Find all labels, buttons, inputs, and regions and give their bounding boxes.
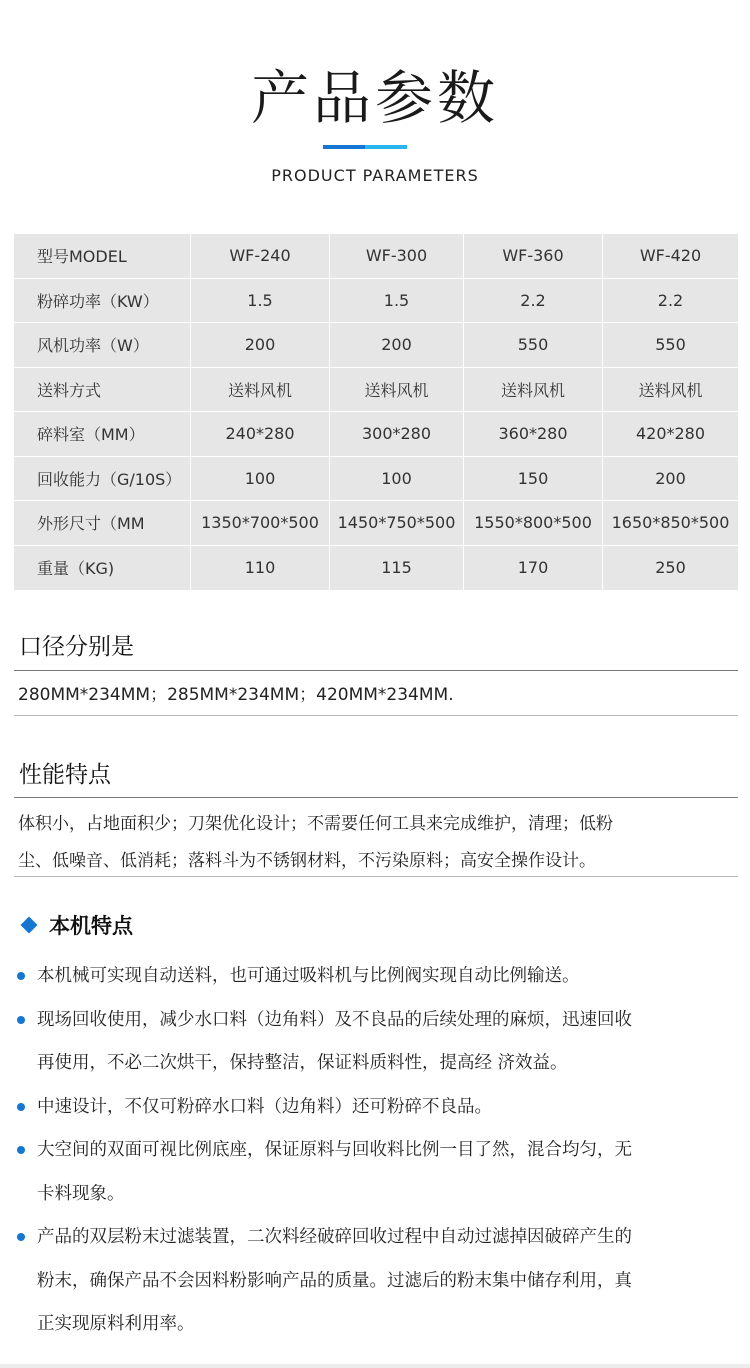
spec-label: 送料方式 (14, 368, 191, 413)
feature-line: 正实现原料利用率。 (37, 1314, 195, 1334)
spec-value: 300*280 (330, 412, 464, 457)
title-underline (323, 145, 407, 149)
spec-value: 送料风机 (191, 368, 330, 413)
bullet-dot-icon (17, 972, 25, 980)
features-list (17, 955, 735, 1347)
performance-line: 体积小，占地面积少；刀架优化设计；不需要任何工具来完成维护，清理；低粉 (18, 814, 613, 834)
spec-value: 1.5 (191, 279, 330, 324)
underline-dark-segment (323, 145, 365, 149)
spec-value: 360*280 (464, 412, 603, 457)
spec-value: 送料风机 (603, 368, 738, 413)
spec-value: 550 (603, 323, 738, 368)
caliber-text: 280MM*234MM；285MM*234MM；420MM*234MM. (18, 685, 454, 705)
feature-item (17, 1129, 735, 1216)
feature-line: 卡料现象。 (37, 1183, 125, 1204)
spec-value: 115 (330, 546, 464, 591)
feature-item (17, 999, 735, 1086)
feature-line: 再使用，不必二次烘干，保持整洁，保证料质料性，提高经 济效益。 (37, 1053, 568, 1073)
spec-value: 1350*700*500 (191, 501, 330, 546)
features-title: 本机特点 (49, 914, 133, 938)
spec-value: WF-420 (603, 234, 738, 279)
spec-value: 1550*800*500 (464, 501, 603, 546)
spec-value: 2.2 (464, 279, 603, 324)
spec-value: 150 (464, 457, 603, 502)
spec-label: 粉碎功率（KW） (14, 279, 191, 324)
spec-label: 回收能力（G/10S） (14, 457, 191, 502)
spec-value: 送料风机 (330, 368, 464, 413)
spec-label: 外形尺寸（MM (14, 501, 191, 546)
feature-line: 现场回收使用，减少水口料（边角料）及不良品的后续处理的麻烦，迅速回收 (37, 1009, 632, 1030)
spec-value: 110 (191, 546, 330, 591)
performance-line: 尘、低噪音、低消耗；落料斗为不锈钢材料，不污染原料；高安全操作设计。 (18, 851, 596, 871)
feature-item (17, 1216, 735, 1347)
spec-value: 200 (603, 457, 738, 502)
feature-line: 中速设计，不仅可粉碎水口料（边角料）还可粉碎不良品。 (37, 1096, 492, 1117)
bullet-dot-icon (17, 1233, 25, 1241)
spec-value: WF-300 (330, 234, 464, 279)
spec-label: 风机功率（W） (14, 323, 191, 368)
performance-rule-bottom (14, 876, 738, 877)
spec-label: 型号MODEL (14, 234, 191, 279)
bullet-dot-icon (17, 1146, 25, 1154)
caliber-title: 口径分别是 (19, 634, 134, 660)
caliber-rule-bottom (14, 715, 738, 716)
feature-item (17, 955, 735, 999)
footer-strip (0, 1364, 750, 1368)
spec-value: 1650*850*500 (603, 501, 738, 546)
underline-light-segment (365, 145, 407, 149)
spec-label: 碎料室（MM） (14, 412, 191, 457)
spec-value: 100 (191, 457, 330, 502)
diamond-icon (21, 917, 38, 934)
spec-value: WF-240 (191, 234, 330, 279)
spec-value: 送料风机 (464, 368, 603, 413)
feature-line: 本机械可实现自动送料，也可通过吸料机与比例阀实现自动比例输送。 (37, 966, 580, 986)
page-title: 产品参数 (250, 64, 499, 132)
bullet-dot-icon (17, 1103, 25, 1111)
spec-value: 200 (330, 323, 464, 368)
spec-value: 250 (655, 558, 686, 578)
spec-value: 100 (330, 457, 464, 502)
bullet-dot-icon (17, 1016, 25, 1024)
spec-value: 1450*750*500 (330, 501, 464, 546)
performance-text (18, 806, 738, 880)
specs-table (14, 234, 738, 590)
feature-line: 粉末，确保产品不会因料粉影响产品的质量。过滤后的粉末集中储存利用，真 (37, 1270, 632, 1291)
caliber-rule-top (14, 670, 738, 671)
features-heading (19, 910, 133, 940)
spec-value: 2.2 (603, 279, 738, 324)
feature-line: 大空间的双面可视比例底座，保证原料与回收料比例一目了然，混合均匀，无 (37, 1140, 632, 1160)
spec-label: 重量（KG) (14, 546, 191, 591)
spec-value: 420*280 (603, 412, 738, 457)
spec-value: 170 (464, 546, 603, 591)
page-subtitle: PRODUCT PARAMETERS (271, 166, 479, 185)
spec-value: 1.5 (330, 279, 464, 324)
spec-value: 200 (191, 323, 330, 368)
spec-value: WF-360 (464, 234, 603, 279)
feature-line: 产品的双层粉末过滤装置，二次料经破碎回收过程中自动过滤掉因破碎产生的 (37, 1227, 632, 1247)
spec-value: 550 (464, 323, 603, 368)
performance-title: 性能特点 (19, 762, 111, 788)
performance-rule-top (14, 797, 738, 798)
feature-item (17, 1086, 735, 1130)
spec-value: 240*280 (191, 412, 330, 457)
